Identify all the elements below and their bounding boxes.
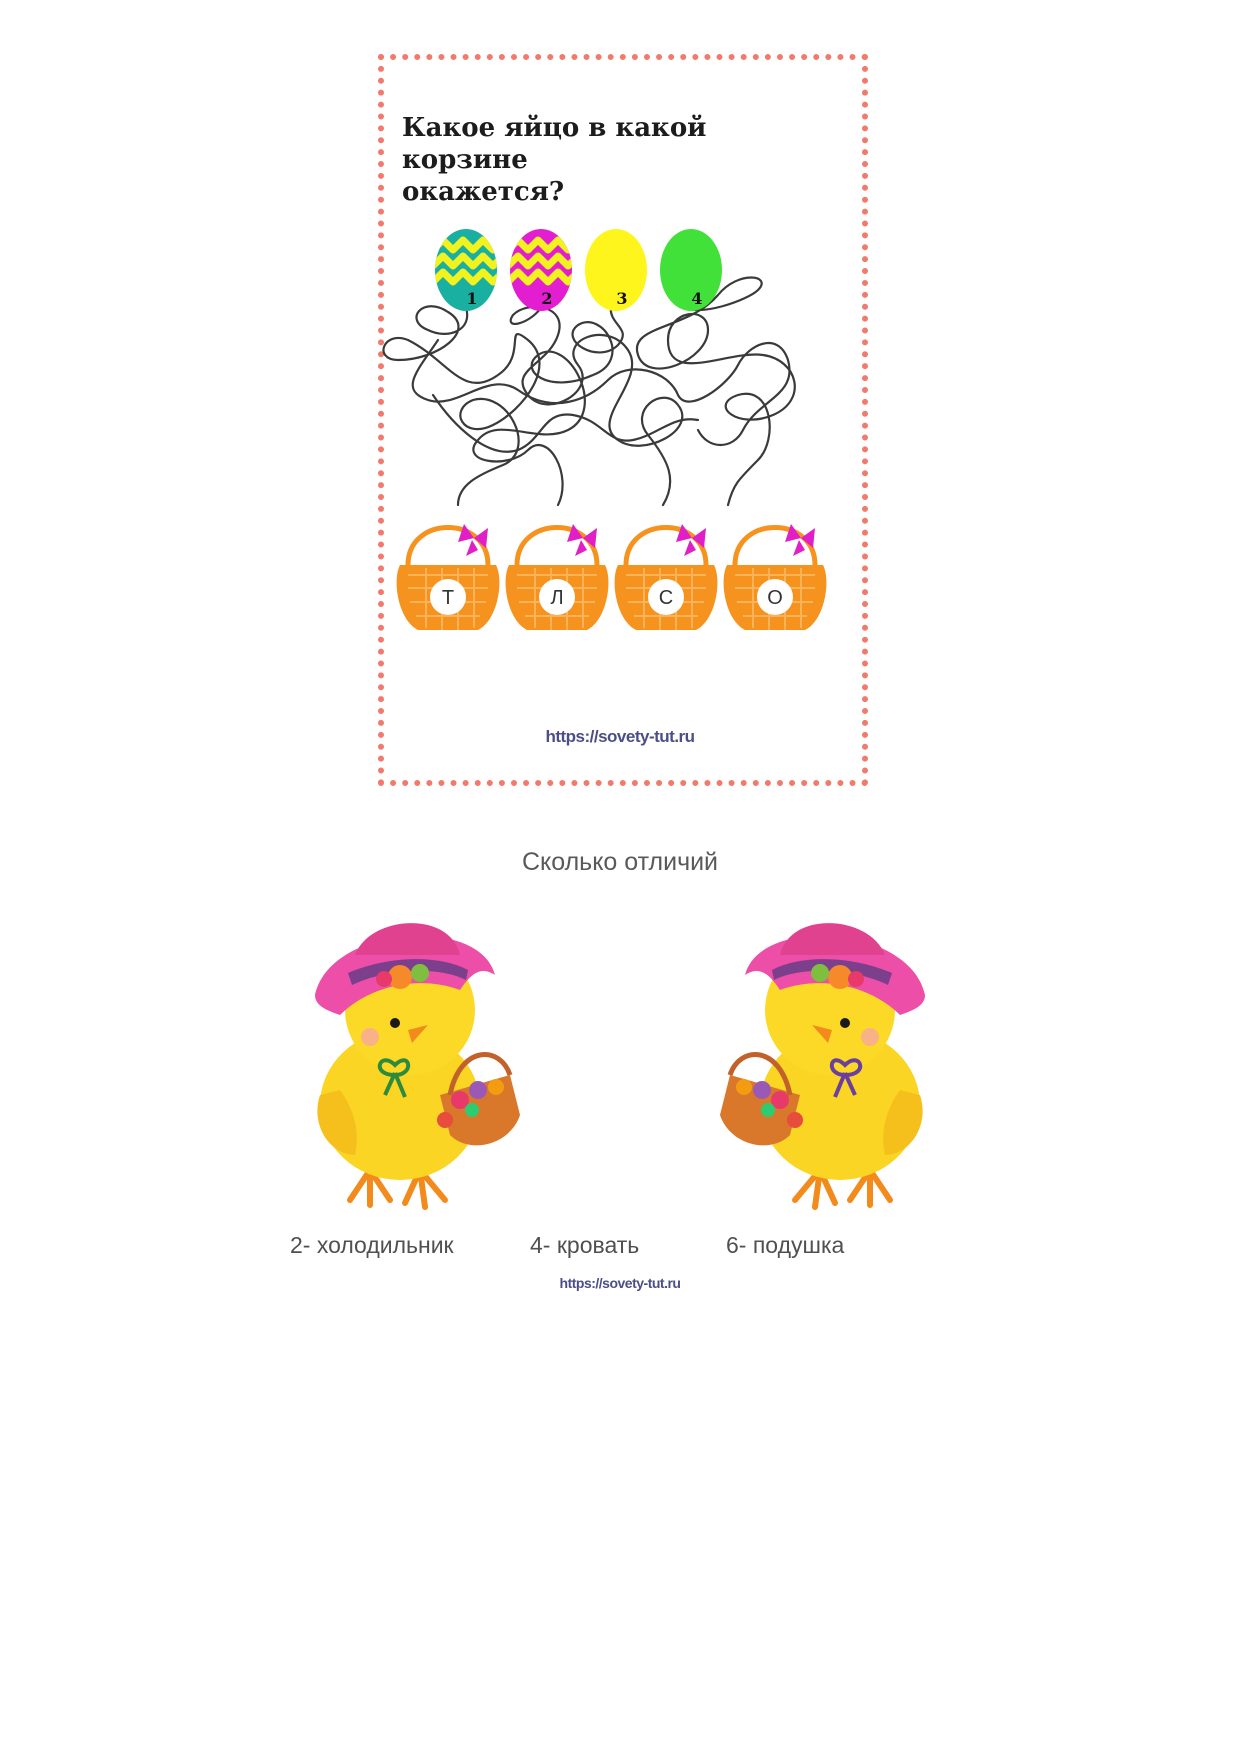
chick-right-image	[720, 923, 925, 1207]
maze-lines	[384, 278, 795, 506]
answer-option-2: 4- кровать	[530, 1232, 640, 1258]
maze-line-4	[637, 278, 795, 506]
basket-1	[397, 524, 500, 630]
basket-3	[615, 524, 718, 630]
answer-option-3: 6- подушка	[726, 1232, 845, 1258]
egg-3-number: 3	[616, 289, 628, 308]
maze-line-2	[511, 307, 683, 505]
egg-4	[660, 229, 722, 311]
basket-3-letter: С	[658, 587, 674, 609]
basket-2-letter: Л	[550, 587, 564, 609]
egg-1	[433, 229, 503, 311]
differences-watermark: https://sovety-tut.ru	[559, 1275, 681, 1291]
differences-title: Сколько отличий	[521, 848, 719, 876]
basket-2	[506, 524, 609, 630]
maze-title-line-1: Какое яйцо в какой корзине	[402, 113, 707, 175]
egg-1-number: 1	[466, 289, 478, 308]
maze-title-line-2: окажется?	[402, 177, 565, 207]
maze-card-watermark: https://sovety-tut.ru	[545, 727, 695, 746]
answer-option-1: 2- холодильник	[290, 1232, 454, 1258]
basket-4-letter: О	[767, 587, 783, 609]
egg-2	[508, 229, 578, 311]
egg-4-number: 4	[691, 289, 703, 308]
egg-2-number: 2	[541, 289, 553, 308]
chicks-illustration	[300, 915, 940, 1215]
basket-1-letter: Т	[441, 587, 455, 609]
egg-3	[585, 229, 647, 311]
maze-card-title	[402, 112, 832, 208]
maze-illustration	[378, 200, 868, 760]
chick-left-image	[315, 923, 520, 1207]
maze-line-1	[384, 306, 540, 505]
basket-4	[724, 524, 827, 630]
